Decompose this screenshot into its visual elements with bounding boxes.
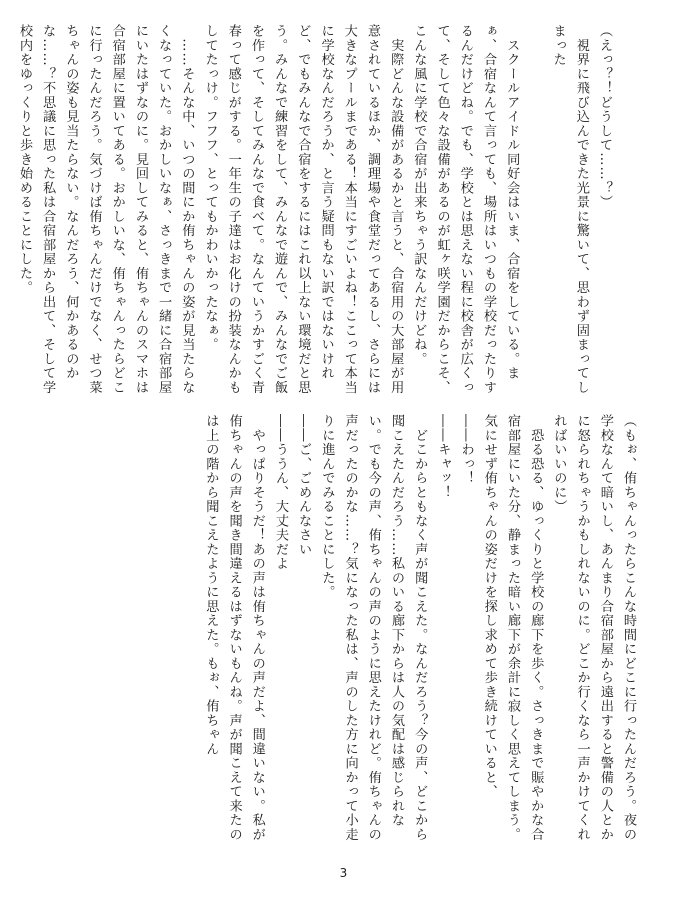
dialogue-line: ――ううん、大丈夫だよ bbox=[272, 414, 288, 571]
paragraph: スクールアイドル同好会はいま、合宿をしている。まぁ、合宿なんて言っても、場所はいつもの学校だったりするんだけどね。でも、学校とは思えない程に校舎が広くって、そして色々な設備があるのが虹ヶ咲学園だからこそ、こんな風に学校で合宿が出来ちゃう訳なんだけどね。 bbox=[411, 24, 520, 395]
paragraph bbox=[523, 24, 546, 396]
paragraph: どこからともなく声が聞こえた。なんだろう？今の声、どこから聞こえたんだろう……私のいる廊下からは人の気配は感じられない。でも今の声、侑ちゃんの声のように思えたけれど。侑ちゃんの声だったのかな……？気になった私は、声のした方に向かって小走りに進んでみることにした。 bbox=[319, 414, 428, 842]
paragraph: やっぱりそうだ！あの声は侑ちゃんの声だよ、間違いない。私が侑ちゃんの声を聞き間違えるはずないもんね。声が聞こえて来たのは上の階から聞こえたように思えた。もぉ、侑ちゃん bbox=[203, 414, 265, 842]
dialogue-line: ――キャッ！ bbox=[435, 414, 451, 500]
dialogue-line: ――ご、ごめんなさい bbox=[296, 414, 312, 557]
dialogue-line: ――わっ！ bbox=[458, 414, 474, 486]
paragraph: 恐る恐る、ゆっくりと学校の廊下を歩く。さっきまで賑やかな合宿部屋にいた分、静まった暗い廊下が余計に寂しく思えてしまう。気にせず侑ちゃんの姿だけを探し求めて歩き続けていると、 bbox=[481, 414, 544, 842]
page-number: 3 bbox=[339, 866, 348, 880]
paragraph: （えっ？！どうして……？） bbox=[597, 24, 612, 210]
paragraph: ……そんな中、いつの間にか侑ちゃんの姿が見当たらなくなっていた。おかしいなぁ、さっきまで一緒に合宿部屋にいたはずなのに。見回してみると、侑ちゃんのスマホは合宿部屋に置いてある。おかしいな、侑ちゃんったらどこに行ったんだろう。気づけば侑ちゃんだけでなく、せつ菜ちゃんの姿も見当たらない。なんだろう、何かあるのかな……？不思議に思った私は合宿部屋から出て、そして学校内をゆっくりと歩き始めることにした。 bbox=[16, 24, 195, 395]
text-block-lower bbox=[78, 414, 640, 854]
text-block-upper bbox=[16, 24, 616, 396]
paragraph: 実際どんな設備があるかと言うと、合宿用の大部屋が用意されているほか、調理場や食堂だってあるし、さらには大きなプールまである！本当にすごいよね！ここって本当に学校なんだろうか、と言う疑問もない訳ではないけれど、でもみんなで合宿をするにはこれ以上ない環境だと思う。みんなで練習をして、みんなで遊んで、みんなでご飯を作って、そしてみんなで食べて。なんていうかすごく青春って感じがする。一年生の子達はお化けの扮装なんかもしてたっけ。フフフ、とってもかわいかったなぁ。 bbox=[202, 24, 404, 395]
paragraph: 視界に飛び込んできた光景に驚いて、思わず固まってしまった bbox=[550, 24, 589, 395]
paragraph: （もぉ、侑ちゃんったらこんな時間にどこに行ったんだろう。夜の学校なんて暗いし、あんまり合宿部屋から遠出すると警備の人とかに怒られちゃうかもしれないのに。どこか行くなら一声かけてくれればいいのに） bbox=[551, 414, 636, 842]
